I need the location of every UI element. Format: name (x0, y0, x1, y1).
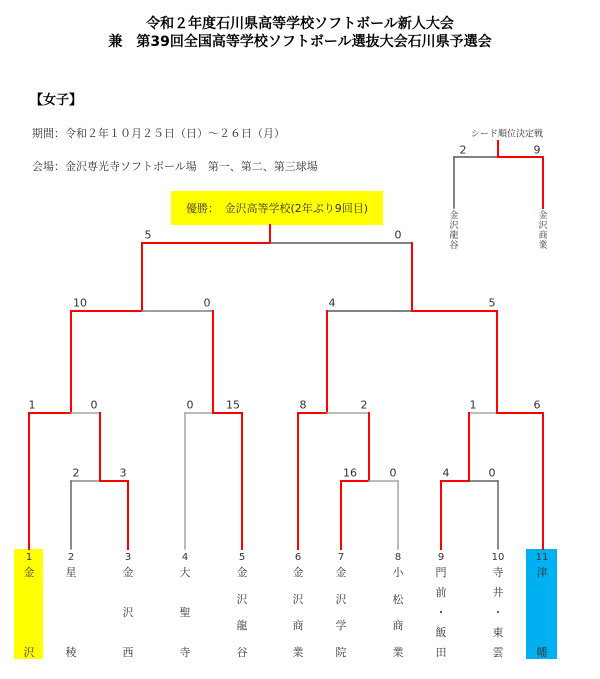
team-number: 1 (25, 552, 33, 563)
seed-playoff-right-team: 金 沢 商 業 (538, 211, 548, 251)
r1b-right-score: 0 (389, 466, 397, 480)
team-name: 門 前 ・ 飯 田 (435, 566, 447, 659)
semi-right-left-score: 4 (328, 296, 336, 310)
seed-playoff-right-score: 9 (533, 143, 541, 157)
r1c-right-score: 0 (488, 466, 496, 480)
final-right-score: 0 (394, 228, 402, 242)
team-name: 金 沢 学 院 (335, 566, 347, 659)
r1c-left-score: 4 (442, 466, 450, 480)
team-9 (429, 551, 453, 663)
team-8 (386, 551, 410, 663)
qf2-left-score: 0 (186, 398, 194, 412)
semi-right-right-score: 5 (488, 296, 496, 310)
title-line-2: 兼 第39回全国高等学校ソフトボール選抜大会石川県予選会 (108, 34, 492, 50)
team-10 (486, 551, 510, 663)
seed-playoff-left-score: 2 (459, 143, 467, 157)
qf4-left-score: 1 (469, 398, 477, 412)
division-label: 【女子】 (30, 93, 83, 108)
qf2-right-score: 15 (226, 398, 240, 412)
period-text: 期間：令和２年１０月２５日（日）～２６日（月） (32, 127, 285, 140)
qf3-right-score: 2 (360, 398, 368, 412)
team-number: 8 (394, 552, 402, 563)
team-1 (17, 551, 41, 663)
qf1-right-score: 0 (90, 398, 98, 412)
semi-left-left-score: 10 (73, 296, 87, 310)
team-name: 星 稜 (65, 566, 77, 659)
team-name: 小 松 商 業 (392, 566, 404, 659)
qf3-left-score: 8 (299, 398, 307, 412)
team-11 (530, 551, 554, 663)
r1a-left-score: 2 (72, 466, 80, 480)
team-name: 金 沢 西 (122, 566, 134, 659)
team-number: 2 (67, 552, 75, 563)
r1a-right-score: 3 (119, 466, 127, 480)
team-3 (116, 551, 140, 663)
team-number: 9 (437, 552, 445, 563)
team-number: 10 (491, 552, 505, 563)
team-name: 金 沢 龍 谷 (236, 566, 248, 659)
team-2 (59, 551, 83, 663)
team-5 (230, 551, 254, 663)
team-name: 金 沢 商 業 (292, 566, 304, 659)
final-left-score: 5 (144, 228, 152, 242)
semi-left-right-score: 0 (203, 296, 211, 310)
team-name: 大 聖 寺 (179, 566, 191, 659)
venue-text: 会場：金沢専光寺ソフトボール場 第一、第二、第三球場 (32, 160, 318, 173)
team-number: 4 (181, 552, 189, 563)
team-number: 6 (294, 552, 302, 563)
team-6 (286, 551, 310, 663)
qf4-right-score: 6 (533, 398, 541, 412)
team-4 (173, 551, 197, 663)
team-7 (329, 551, 353, 663)
seed-playoff-left-team: 金 沢 龍 谷 (449, 211, 459, 251)
team-name: 金 沢 (23, 566, 35, 659)
title-line-1: 令和２年度石川県高等学校ソフトボール新人大会 (146, 16, 454, 32)
team-name: 寺 井 ・ 東 雲 (492, 566, 504, 659)
team-number: 11 (535, 552, 549, 563)
team-number: 3 (124, 552, 132, 563)
team-number: 5 (238, 552, 246, 563)
team-number: 7 (337, 552, 345, 563)
team-name: 津 幡 (536, 566, 548, 659)
qf1-left-score: 1 (28, 398, 36, 412)
seed-playoff-label: シード順位決定戦 (470, 129, 544, 140)
r1b-left-score: 16 (343, 466, 357, 480)
champion-text: 優勝： 金沢高等学校(2年ぶり9回目) (185, 202, 369, 215)
